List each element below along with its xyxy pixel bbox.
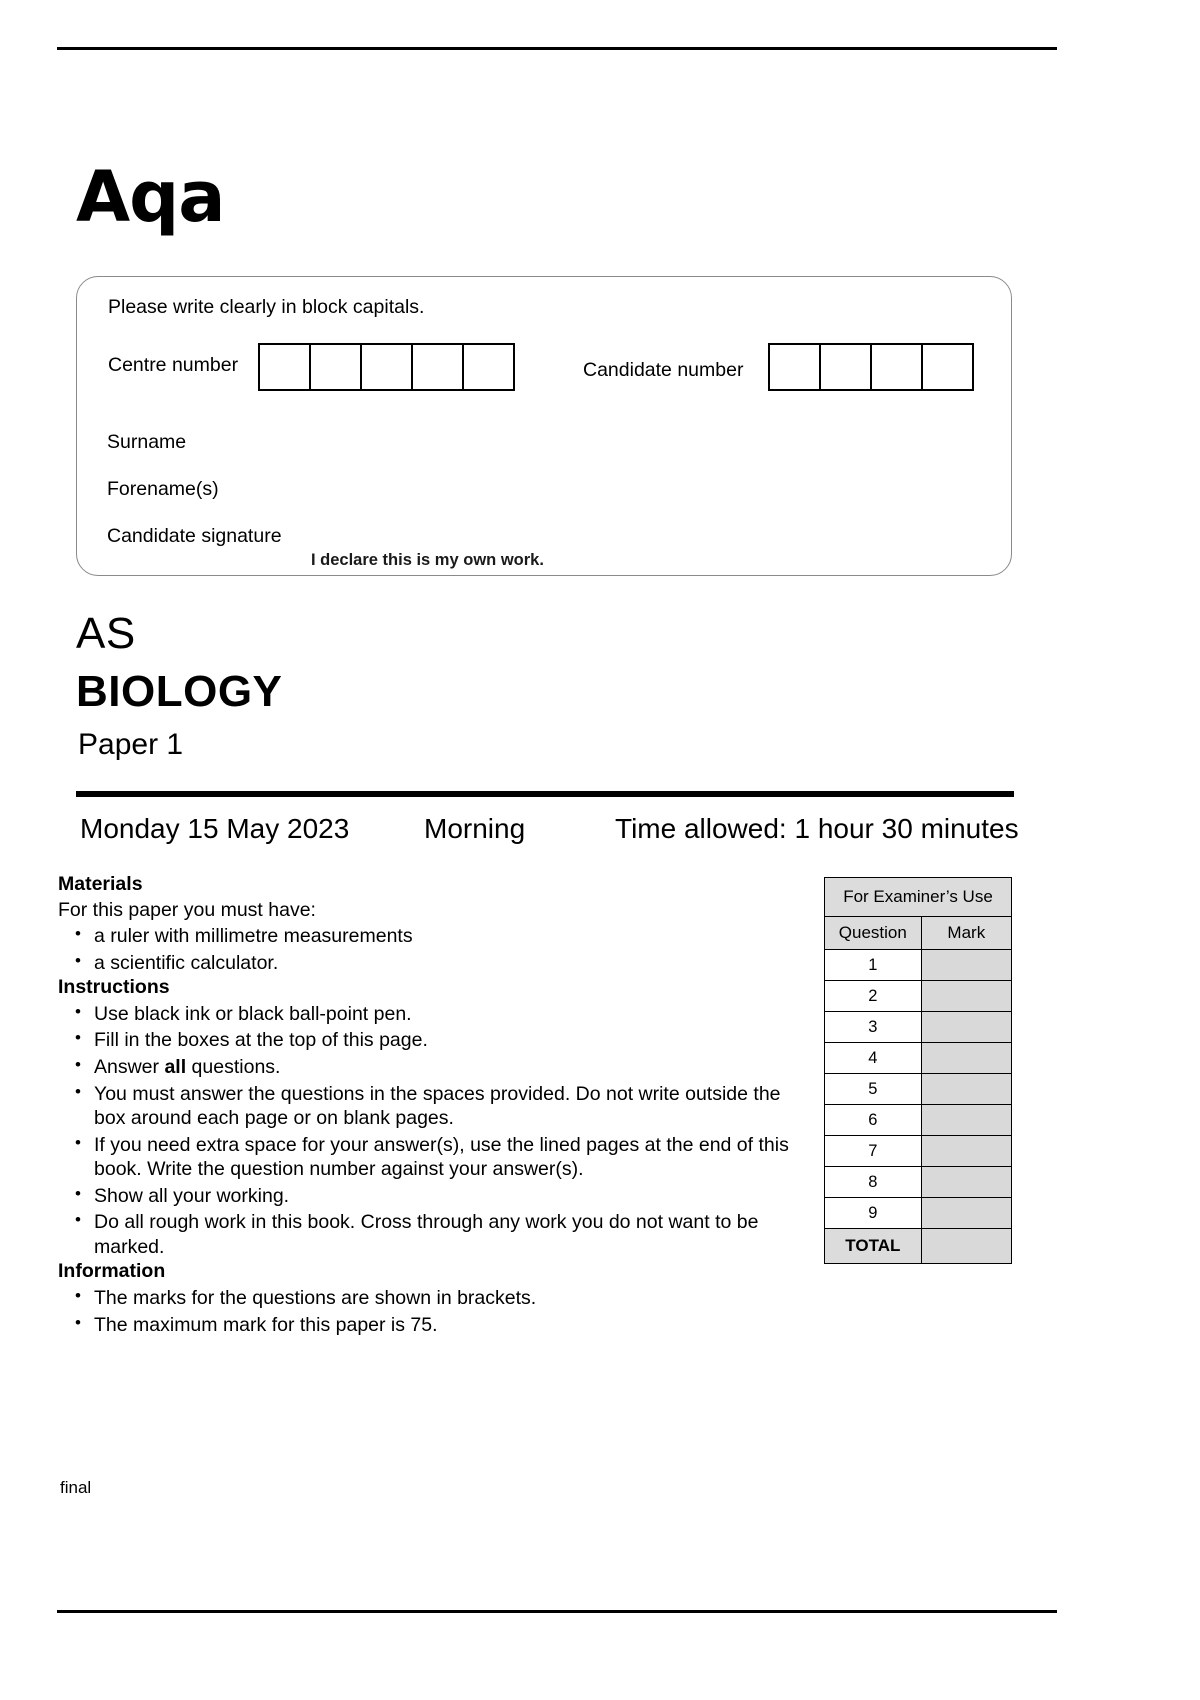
table-row xyxy=(825,1167,1012,1198)
subject-title: BIOLOGY xyxy=(76,667,283,716)
question-number: 1 xyxy=(825,950,922,981)
information-heading: Information xyxy=(58,1260,166,1283)
table-row xyxy=(825,1198,1012,1229)
answer-all-emphasis: all xyxy=(164,1055,187,1078)
centre-number-cell[interactable] xyxy=(258,343,311,391)
table-row xyxy=(825,917,1012,950)
exam-date-line xyxy=(80,813,1060,853)
answer-prefix: Answer xyxy=(94,1055,165,1078)
mark-cell[interactable] xyxy=(921,1167,1011,1198)
table-row-total xyxy=(825,1229,1012,1264)
candidate-number-cell[interactable] xyxy=(870,343,923,391)
question-number: 4 xyxy=(825,1043,922,1074)
mark-cell[interactable] xyxy=(921,1198,1011,1229)
exam-time-allowed: Time allowed: 1 hour 30 minutes xyxy=(615,813,1019,844)
candidate-number-input[interactable] xyxy=(768,343,974,391)
question-number: 9 xyxy=(825,1198,922,1229)
centre-number-cell[interactable] xyxy=(360,343,413,391)
list-item: • The marks for the questions are shown in brackets. xyxy=(58,1286,803,1311)
question-number: 7 xyxy=(825,1136,922,1167)
instructions-list xyxy=(58,1002,803,1260)
total-label: TOTAL xyxy=(825,1229,922,1264)
table-row xyxy=(825,1105,1012,1136)
question-number: 6 xyxy=(825,1105,922,1136)
mark-cell[interactable] xyxy=(921,1136,1011,1167)
table-row xyxy=(825,981,1012,1012)
declaration-text: I declare this is my own work. xyxy=(311,551,544,569)
candidate-number-cell[interactable] xyxy=(768,343,821,391)
information-column xyxy=(58,872,803,1337)
candidate-number-cell[interactable] xyxy=(921,343,974,391)
page-rule-bottom xyxy=(57,1610,1057,1613)
mark-cell[interactable] xyxy=(921,1012,1011,1043)
exam-date: Monday 15 May 2023 xyxy=(80,813,350,844)
candidate-number-label: Candidate number xyxy=(583,359,744,381)
candidate-number-cell[interactable] xyxy=(819,343,872,391)
materials-heading: Materials xyxy=(58,873,143,895)
question-number: 8 xyxy=(825,1167,922,1198)
candidate-signature-label: Candidate signature xyxy=(107,525,282,547)
forenames-label: Forename(s) xyxy=(107,478,219,500)
mark-cell[interactable] xyxy=(921,981,1011,1012)
centre-number-cell[interactable] xyxy=(462,343,515,391)
examiner-table-title: For Examiner’s Use xyxy=(825,878,1012,917)
table-row xyxy=(825,878,1012,917)
mark-cell[interactable] xyxy=(921,950,1011,981)
question-number: 5 xyxy=(825,1074,922,1105)
table-row xyxy=(825,1074,1012,1105)
centre-number-cell[interactable] xyxy=(309,343,362,391)
total-mark-cell[interactable] xyxy=(921,1229,1011,1264)
centre-number-cell[interactable] xyxy=(411,343,464,391)
table-row xyxy=(825,950,1012,981)
list-item xyxy=(58,1055,803,1080)
paper-number: Paper 1 xyxy=(78,728,184,761)
list-item: • a scientific calculator. xyxy=(58,951,803,976)
mark-cell[interactable] xyxy=(921,1105,1011,1136)
table-row xyxy=(825,1136,1012,1167)
materials-list xyxy=(58,924,803,975)
exam-session: Morning xyxy=(424,813,526,844)
information-list xyxy=(58,1286,803,1337)
centre-number-input[interactable] xyxy=(258,343,515,391)
centre-number-label: Centre number xyxy=(108,354,239,376)
list-item: • You must answer the questions in the spaces provided. Do not write outside the box around each page or on blank pages. xyxy=(58,1082,803,1131)
question-number: 2 xyxy=(825,981,922,1012)
footer-text: final xyxy=(60,1478,92,1497)
column-header-question: Question xyxy=(825,917,922,950)
qualification-level: AS xyxy=(76,609,136,658)
surname-label: Surname xyxy=(107,431,187,453)
table-row xyxy=(825,1043,1012,1074)
title-divider-rule xyxy=(76,791,1014,797)
list-item: • The maximum mark for this paper is 75. xyxy=(58,1313,803,1338)
mark-cell[interactable] xyxy=(921,1074,1011,1105)
list-item: • a ruler with millimetre measurements xyxy=(58,924,803,949)
list-item: • Use black ink or black ball-point pen. xyxy=(58,1002,803,1027)
list-item: • Do all rough work in this book. Cross through any work you do not want to be marked. xyxy=(58,1210,803,1259)
answer-suffix: questions. xyxy=(186,1055,281,1078)
column-header-mark: Mark xyxy=(921,917,1011,950)
table-row xyxy=(825,1012,1012,1043)
list-item: • If you need extra space for your answer(s), use the lined pages at the end of this book. Write the question number against your answer(s). xyxy=(58,1133,803,1182)
instructions-heading: Instructions xyxy=(58,976,170,999)
examiner-use-table xyxy=(824,877,1012,1264)
aqa-logo: Aqa xyxy=(76,156,225,238)
materials-lead-in: For this paper you must have: xyxy=(58,898,316,921)
block-capitals-instruction: Please write clearly in block capitals. xyxy=(108,296,425,318)
list-item: • Show all your working. xyxy=(58,1184,803,1209)
question-number: 3 xyxy=(825,1012,922,1043)
page-rule-top xyxy=(57,47,1057,50)
list-item: • Fill in the boxes at the top of this page. xyxy=(58,1028,803,1053)
mark-cell[interactable] xyxy=(921,1043,1011,1074)
